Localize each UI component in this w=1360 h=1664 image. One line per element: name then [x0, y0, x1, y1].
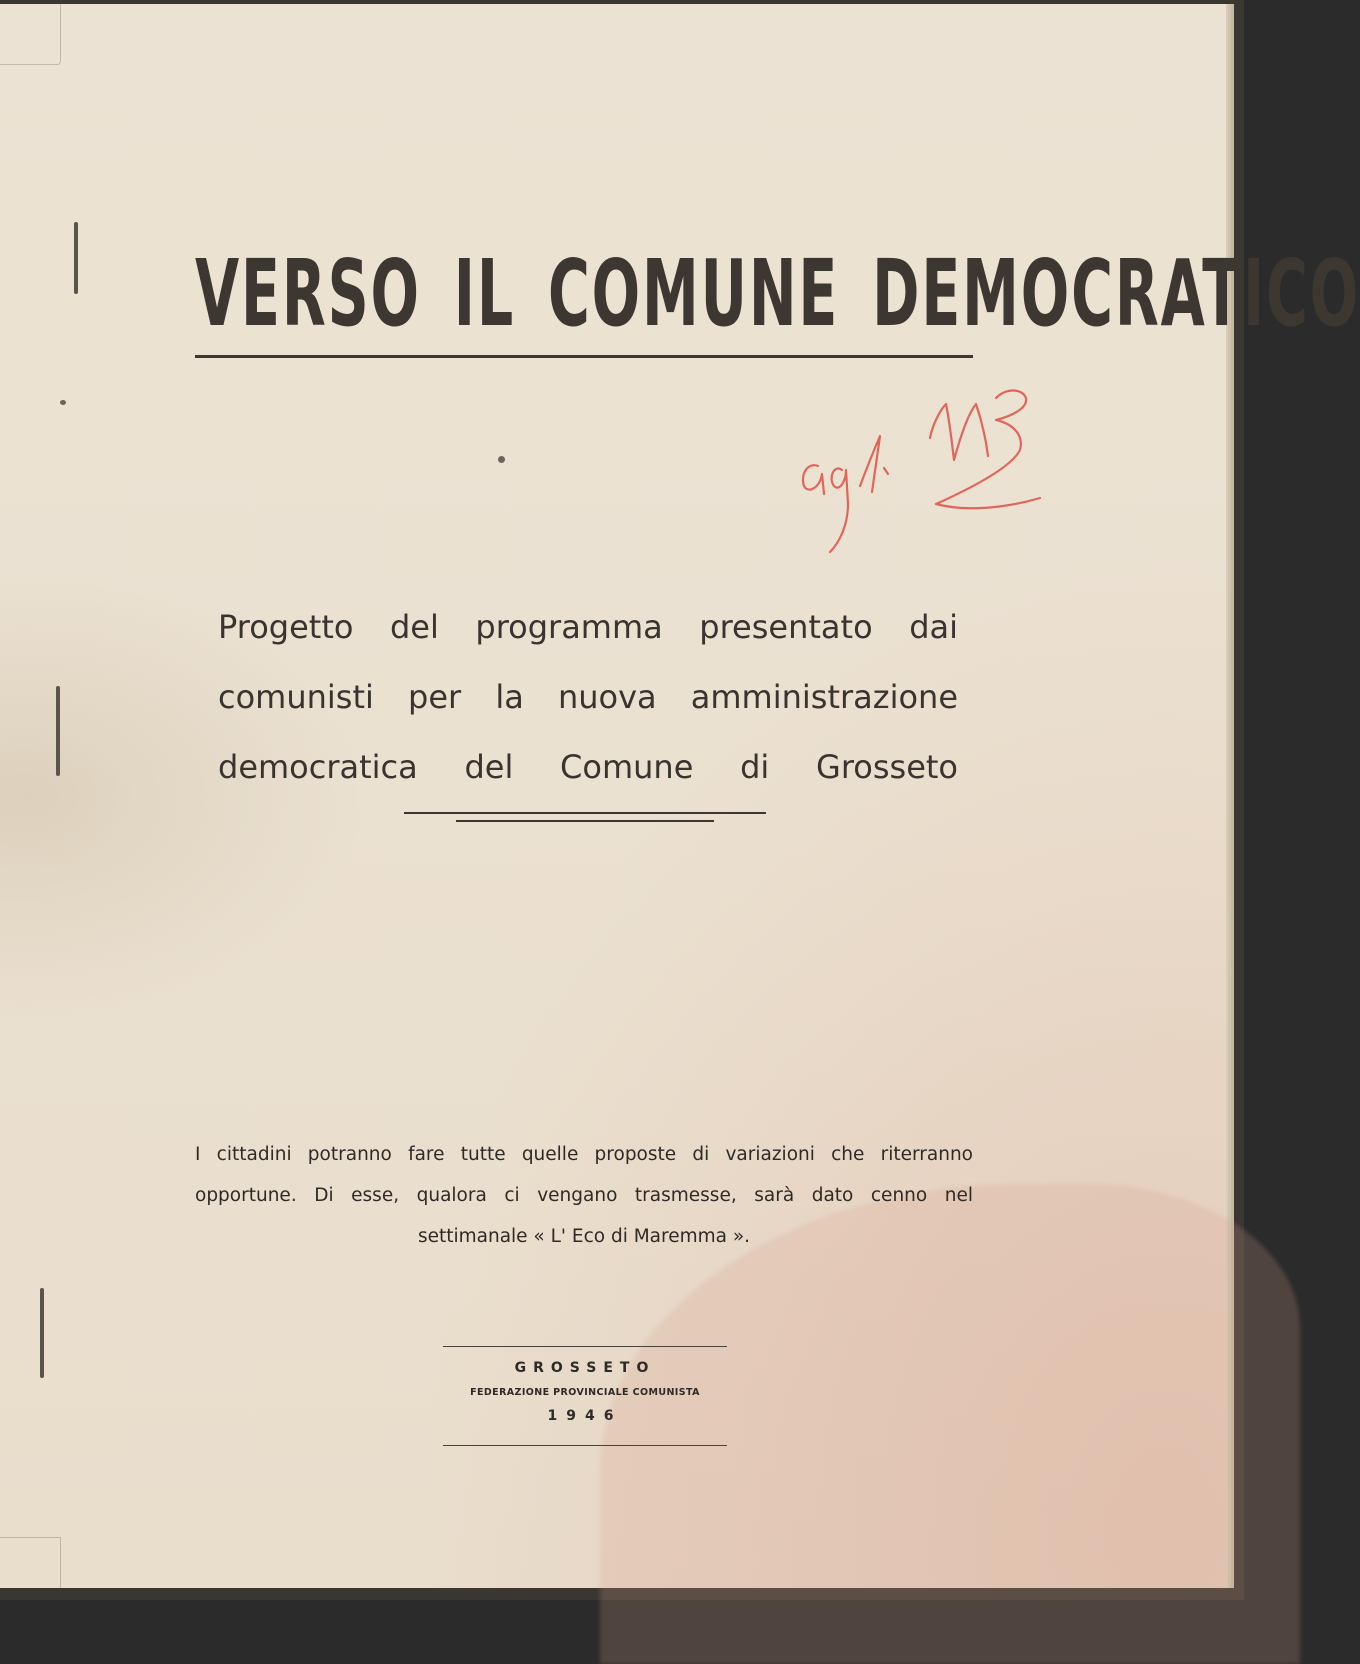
imprint-year: 1946 [547, 1408, 623, 1424]
subtitle [218, 592, 958, 802]
staple-top [74, 222, 78, 294]
title-underline [195, 355, 973, 358]
paper-speck [60, 400, 66, 405]
document-title: VERSO IL COMUNE DEMOCRATICO [195, 240, 1360, 347]
note-line: opportune. Di esse, qualora ci vengano trasmesse, sarà dato cenno nel [195, 1185, 973, 1206]
imprint-rule [443, 1346, 727, 1347]
handwritten-annotation [790, 374, 1050, 564]
decorative-rule [404, 812, 766, 814]
citizens-note [195, 1134, 973, 1257]
subtitle-line: comunisti per la nuova amministrazione [218, 678, 958, 716]
paper-speck [498, 456, 505, 463]
note-line: settimanale « L' Eco di Maremma ». [417, 1226, 751, 1247]
decorative-rule [456, 820, 714, 822]
corner-fold-bottom [0, 1537, 61, 1588]
imprint-city: GROSSETO [514, 1360, 656, 1376]
imprint-publisher: FEDERAZIONE PROVINCIALE COMUNISTA [470, 1387, 700, 1398]
document-page [0, 4, 1360, 1588]
subtitle-line: Progetto del programma presentato dai [218, 608, 958, 646]
staple-bottom [40, 1288, 44, 1378]
note-line: I cittadini potranno fare tutte quelle proposte di variazioni che riterranno [195, 1144, 973, 1165]
corner-fold-top [0, 4, 61, 65]
subtitle-line: democratica del Comune di Grosseto [218, 748, 958, 786]
staple-middle [56, 686, 60, 776]
imprint-rule [443, 1445, 727, 1446]
